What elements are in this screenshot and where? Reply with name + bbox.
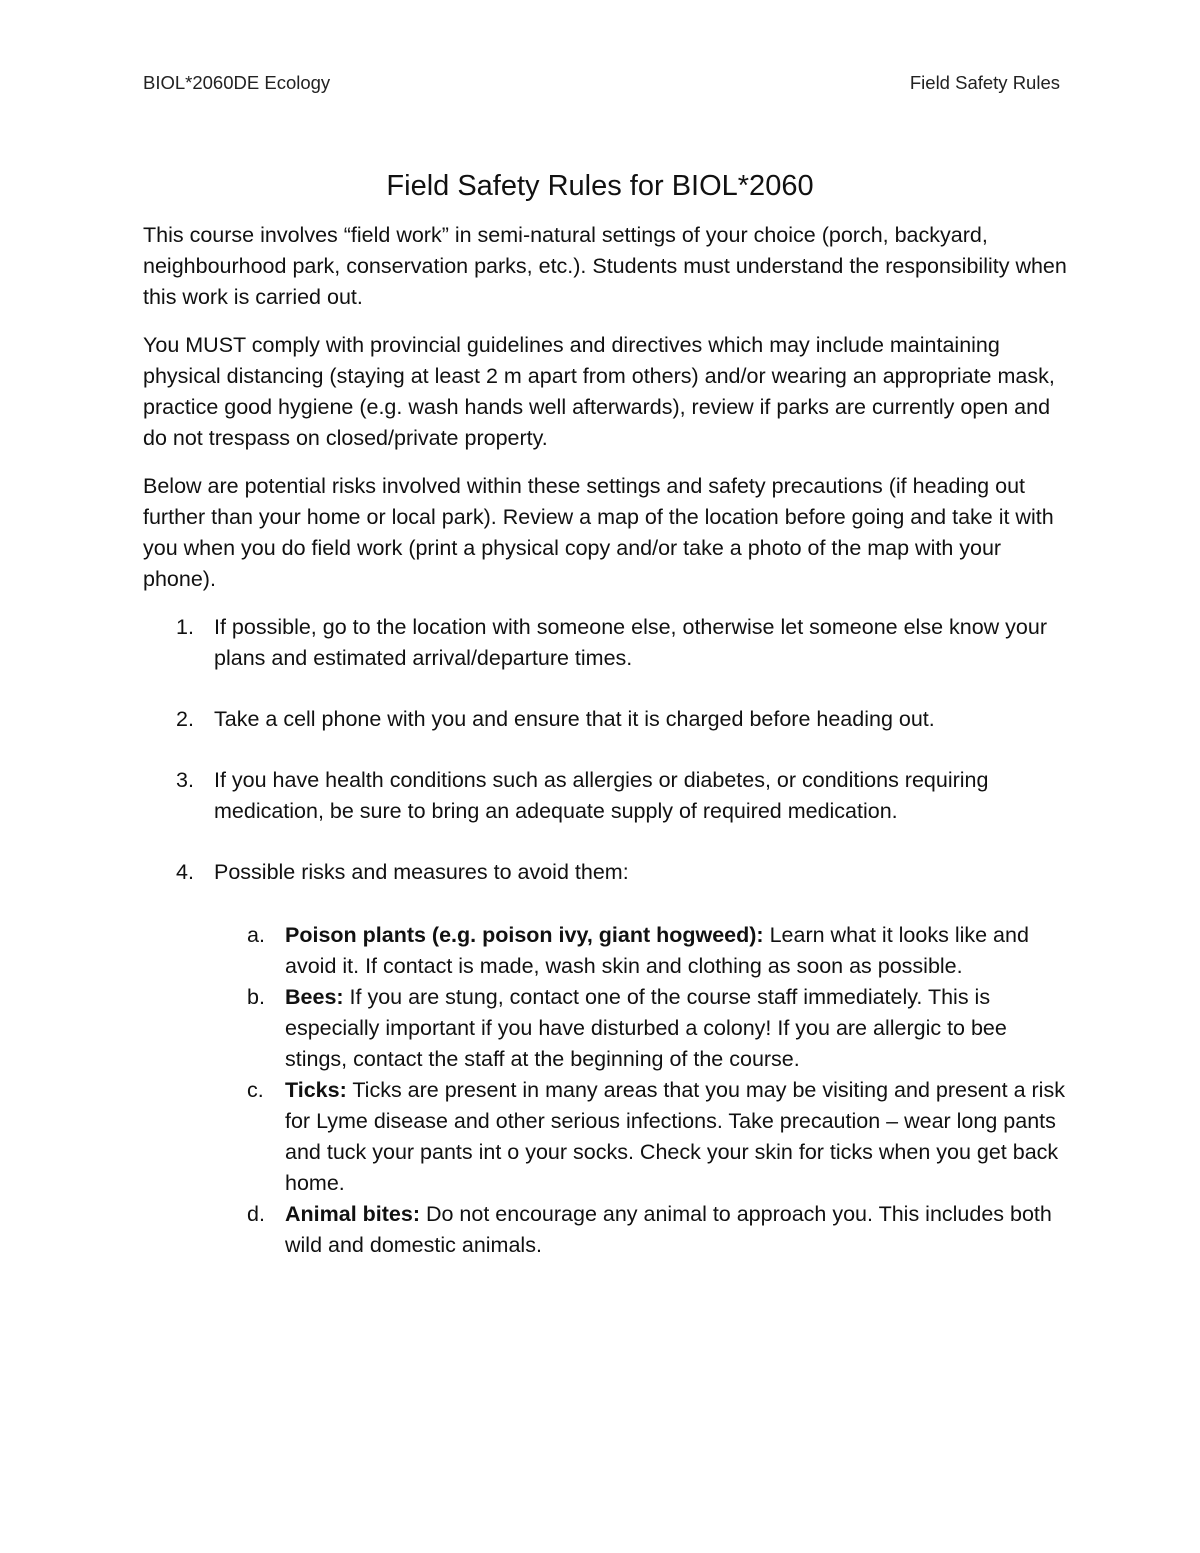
document-body <box>143 220 1068 1291</box>
sublist-marker: c. <box>247 1078 264 1102</box>
sublist-marker: b. <box>247 985 265 1009</box>
risk-label: Poison plants (e.g. poison ivy, giant hogweed): <box>285 923 764 947</box>
list-item-text: Take a cell phone with you and ensure that it is charged before heading out. <box>214 707 935 731</box>
list-marker: 3. <box>176 768 194 792</box>
risk-item-bees <box>214 982 1068 1075</box>
risks-paragraph: Below are potential risks involved within these settings and safety precautions (if heading out further than your home or local park). Review a map of the location before going and take it with you when you do field work (print a physical copy and/or take a photo of the map with your phone). <box>143 474 1054 591</box>
risk-item-animal-bites <box>214 1199 1068 1261</box>
header-document-title: Field Safety Rules <box>909 72 1060 93</box>
risk-text: Do not encourage any animal to approach you. This includes both wild and domestic animals. <box>285 1202 1052 1257</box>
list-marker: 4. <box>176 860 194 884</box>
risk-label: Bees: <box>285 985 344 1009</box>
list-item <box>143 857 1068 1261</box>
intro-paragraph: This course involves “field work” in semi-natural settings of your choice (porch, backyard, neighbourhood park, conservation parks, etc.). Students must understand the responsibility when this work is carried out. <box>143 223 1067 309</box>
safety-rules-list <box>143 612 1068 1261</box>
page-header <box>143 71 1060 95</box>
guidelines-paragraph: You MUST comply with provincial guidelines and directives which may include maintaining physical distancing (staying at least 2 m apart from others) and/or wearing an appropriate mask, practice good hygiene (e.g. wash hands well afterwards), review if parks are currently open and do not trespass on closed/private property. <box>143 333 1055 450</box>
risk-text: If you are stung, contact one of the course staff immediately. This is especially important if you have disturbed a colony! If you are allergic to bee stings, contact the staff at the beginning of the course. <box>285 985 1007 1071</box>
sublist-marker: a. <box>247 923 265 947</box>
list-item <box>143 765 1068 827</box>
risk-measures-list <box>214 920 1068 1261</box>
list-item-text: Possible risks and measures to avoid them: <box>214 860 629 884</box>
sublist-marker: d. <box>247 1202 265 1226</box>
list-item-text: If possible, go to the location with someone else, otherwise let someone else know your plans and estimated arrival/departure times. <box>214 615 1047 670</box>
header-course-name: BIOL*2060DE Ecology <box>143 72 331 93</box>
document-title: Field Safety Rules for BIOL*2060 <box>386 170 814 202</box>
risk-text: Ticks are present in many areas that you may be visiting and present a risk for Lyme disease and other serious infections. Take precaution – wear long pants and tuck your pants int o your socks. Check your skin for ticks when you get back home. <box>285 1078 1065 1195</box>
list-item <box>143 704 1068 735</box>
risk-item-poison-plants <box>214 920 1068 982</box>
risk-item-ticks <box>214 1075 1068 1199</box>
risk-label: Animal bites: <box>285 1202 420 1226</box>
risk-label: Ticks: <box>285 1078 347 1102</box>
list-marker: 1. <box>176 615 194 639</box>
risk-text: Learn what it looks like and avoid it. If contact is made, wash skin and clothing as soon as possible. <box>285 923 1029 978</box>
list-item <box>143 612 1068 674</box>
list-item-text: If you have health conditions such as allergies or diabetes, or conditions requiring medication, be sure to bring an adequate supply of required medication. <box>214 768 989 823</box>
list-marker: 2. <box>176 707 194 731</box>
